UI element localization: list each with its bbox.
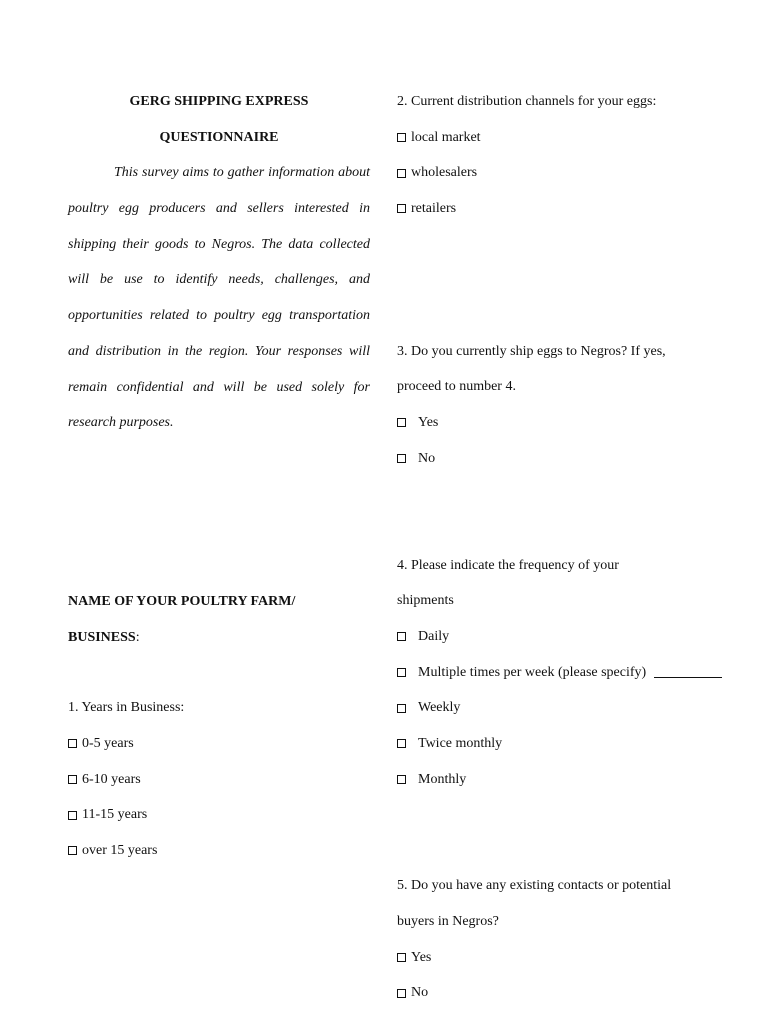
q3-option-no[interactable] — [397, 441, 757, 477]
left-column — [68, 84, 370, 869]
q2-question: 2. Current distribution channels for your eggs: — [397, 94, 657, 109]
q5-option-yes[interactable] — [397, 940, 757, 976]
checkbox-icon[interactable] — [397, 953, 406, 962]
q5-option-no[interactable] — [397, 975, 757, 1011]
q2-option-retailers[interactable] — [397, 191, 757, 227]
farm-name-label-business: BUSINESS — [68, 629, 136, 645]
q4-option-multiple-per-week[interactable] — [397, 655, 757, 691]
q1-option-11-15[interactable] — [68, 797, 370, 833]
q4-question: 4. Please indicate the frequency of your — [397, 557, 619, 573]
q4-option-twice-monthly[interactable] — [397, 726, 757, 762]
q1-question: 1. Years in Business: — [68, 700, 185, 716]
checkbox-icon[interactable] — [397, 989, 406, 998]
option-label: Multiple times per week (please specify) — [418, 664, 647, 680]
q4-option-weekly[interactable] — [397, 690, 757, 726]
option-label: local market — [411, 129, 481, 145]
checkbox-icon[interactable] — [397, 775, 406, 784]
option-label: No — [418, 450, 436, 466]
q2-option-local-market[interactable] — [397, 120, 757, 156]
checkbox-icon[interactable] — [397, 632, 406, 641]
form-subtitle: QUESTIONNAIRE — [159, 129, 279, 145]
q5-question-cont: buyers in Negros? — [397, 914, 499, 929]
option-label: 6-10 years — [82, 771, 141, 787]
form-title: GERG SHIPPING EXPRESS — [129, 94, 309, 109]
q3-question: 3. Do you currently ship eggs to Negros? If yes, — [397, 343, 666, 359]
option-label: Daily — [418, 628, 450, 644]
option-label: Yes — [411, 949, 432, 965]
checkbox-icon[interactable] — [397, 668, 406, 677]
checkbox-icon[interactable] — [397, 418, 406, 427]
q2-option-wholesalers[interactable] — [397, 155, 757, 191]
option-label: Yes — [418, 415, 439, 431]
checkbox-icon[interactable] — [397, 739, 406, 748]
checkbox-icon[interactable] — [397, 133, 406, 142]
q1-option-0-5[interactable] — [68, 726, 370, 762]
farm-name-colon: : — [135, 629, 140, 645]
farm-name-label: NAME OF YOUR POULTRY FARM/ — [68, 594, 296, 609]
q4-option-daily[interactable] — [397, 619, 757, 655]
option-label: retailers — [411, 201, 457, 217]
option-label: 0-5 years — [82, 736, 134, 752]
right-column — [397, 84, 757, 1011]
farm-name-label-cont — [68, 620, 370, 656]
q4-question-cont: shipments — [397, 593, 454, 609]
q3-option-yes[interactable] — [397, 405, 757, 441]
specify-blank-line[interactable] — [654, 667, 722, 678]
checkbox-icon[interactable] — [397, 454, 406, 463]
checkbox-icon[interactable] — [397, 704, 406, 713]
q4-option-monthly[interactable] — [397, 762, 757, 798]
option-label: Twice monthly — [418, 735, 503, 751]
survey-intro: This survey aims to gather information about poultry egg producers and sellers interested in shipping their goods to Negros. The data collected will be use to identify needs, challenges, and opportunities related to poultry egg transportation and distribution in the region. Your responses will remain confidential and will be used solely for research purposes. — [68, 165, 370, 431]
option-label: wholesalers — [411, 165, 478, 181]
q1-option-over-15[interactable] — [68, 833, 370, 869]
checkbox-icon[interactable] — [68, 811, 77, 820]
checkbox-icon[interactable] — [68, 775, 77, 784]
option-label: Monthly — [418, 771, 467, 787]
checkbox-icon[interactable] — [68, 739, 77, 748]
option-label: over 15 years — [82, 843, 158, 859]
checkbox-icon[interactable] — [397, 204, 406, 213]
q5-question: 5. Do you have any existing contacts or potential — [397, 878, 672, 894]
checkbox-icon[interactable] — [397, 169, 406, 178]
checkbox-icon[interactable] — [68, 846, 77, 855]
option-label: No — [411, 985, 429, 1001]
option-label: Weekly — [418, 700, 461, 716]
q3-question-cont: proceed to number 4. — [397, 379, 516, 395]
q1-option-6-10[interactable] — [68, 762, 370, 798]
option-label: 11-15 years — [82, 807, 148, 823]
